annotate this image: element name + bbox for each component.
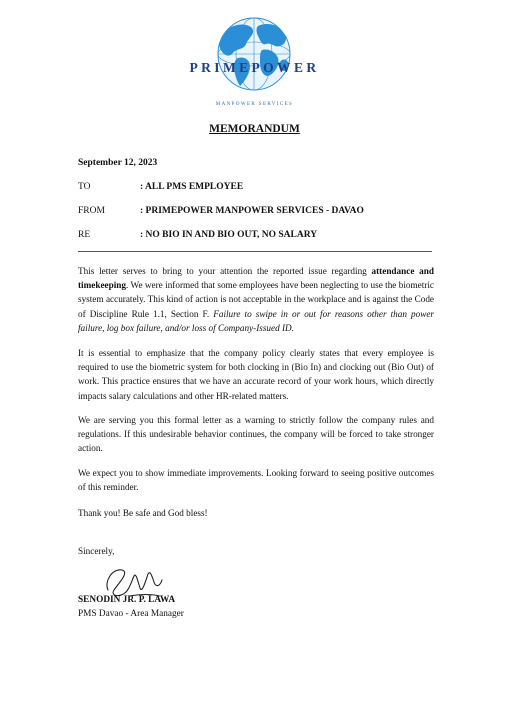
globe-logo-icon — [202, 14, 307, 96]
memo-title: MEMORANDUM — [209, 123, 300, 135]
company-tagline: MANPOWER SERVICES — [215, 102, 294, 107]
body-paragraph-1 — [78, 264, 434, 335]
p1-italic: Failure to swipe in or out for reasons other than power failure, log box failure, and/or loss of Company-Issued ID. — [78, 308, 434, 333]
from-value: : PRIMEPOWER MANPOWER SERVICES - DAVAO — [140, 206, 364, 216]
company-name: PRIMEPOWER — [189, 60, 320, 75]
body-paragraph-2: It is essential to emphasize that the company policy clearly states that every employee is required to use the biometric system for both clocking in (Bio In) and clocking out (Bio Out) of work. This practice ensures that we have an accurate record of your work hours, which directly impacts salary calculations and other HR-related matters. — [78, 348, 434, 401]
re-value: : NO BIO IN AND BIO OUT, NO SALARY — [140, 230, 318, 240]
to-label: TO — [78, 182, 91, 192]
signatory-name: SENODIN JR. P. LAWA — [78, 595, 176, 605]
memo-re-row — [78, 230, 438, 244]
memo-from-row — [78, 206, 438, 220]
closing-salutation: Sincerely, — [78, 546, 115, 556]
p1-text-b: . We were informed that some employees have been neglecting to use the biometric system accurately. This kind of action is not acceptable in the workplace and is against the Code of Discipline Rule 1.1, Section F. — [78, 280, 434, 319]
body-paragraph-3: We are serving you this formal letter as a warning to strictly follow the company rules and regulations. If this undesirable behavior continues, the company will be forced to take stronger action. — [78, 415, 434, 454]
company-letterhead — [150, 14, 359, 114]
memo-to-row — [78, 182, 438, 196]
body-paragraph-4: We expect you to show immediate improvements. Looking forward to seeing positive outcomes of this reminder. — [78, 468, 434, 493]
from-label: FROM — [78, 206, 105, 216]
body-paragraph-5: Thank you! Be safe and God bless! — [78, 508, 208, 518]
signatory-role: PMS Davao - Area Manager — [78, 609, 184, 619]
p1-bold: attendance and timekeeping — [78, 266, 434, 291]
to-value: : ALL PMS EMPLOYEE — [140, 182, 244, 192]
p1-text-a: This letter serves to bring to your attention the reported issue regarding — [78, 266, 372, 276]
memo-date: September 12, 2023 — [78, 158, 158, 168]
header-divider — [78, 251, 432, 252]
re-label: RE — [78, 230, 91, 240]
